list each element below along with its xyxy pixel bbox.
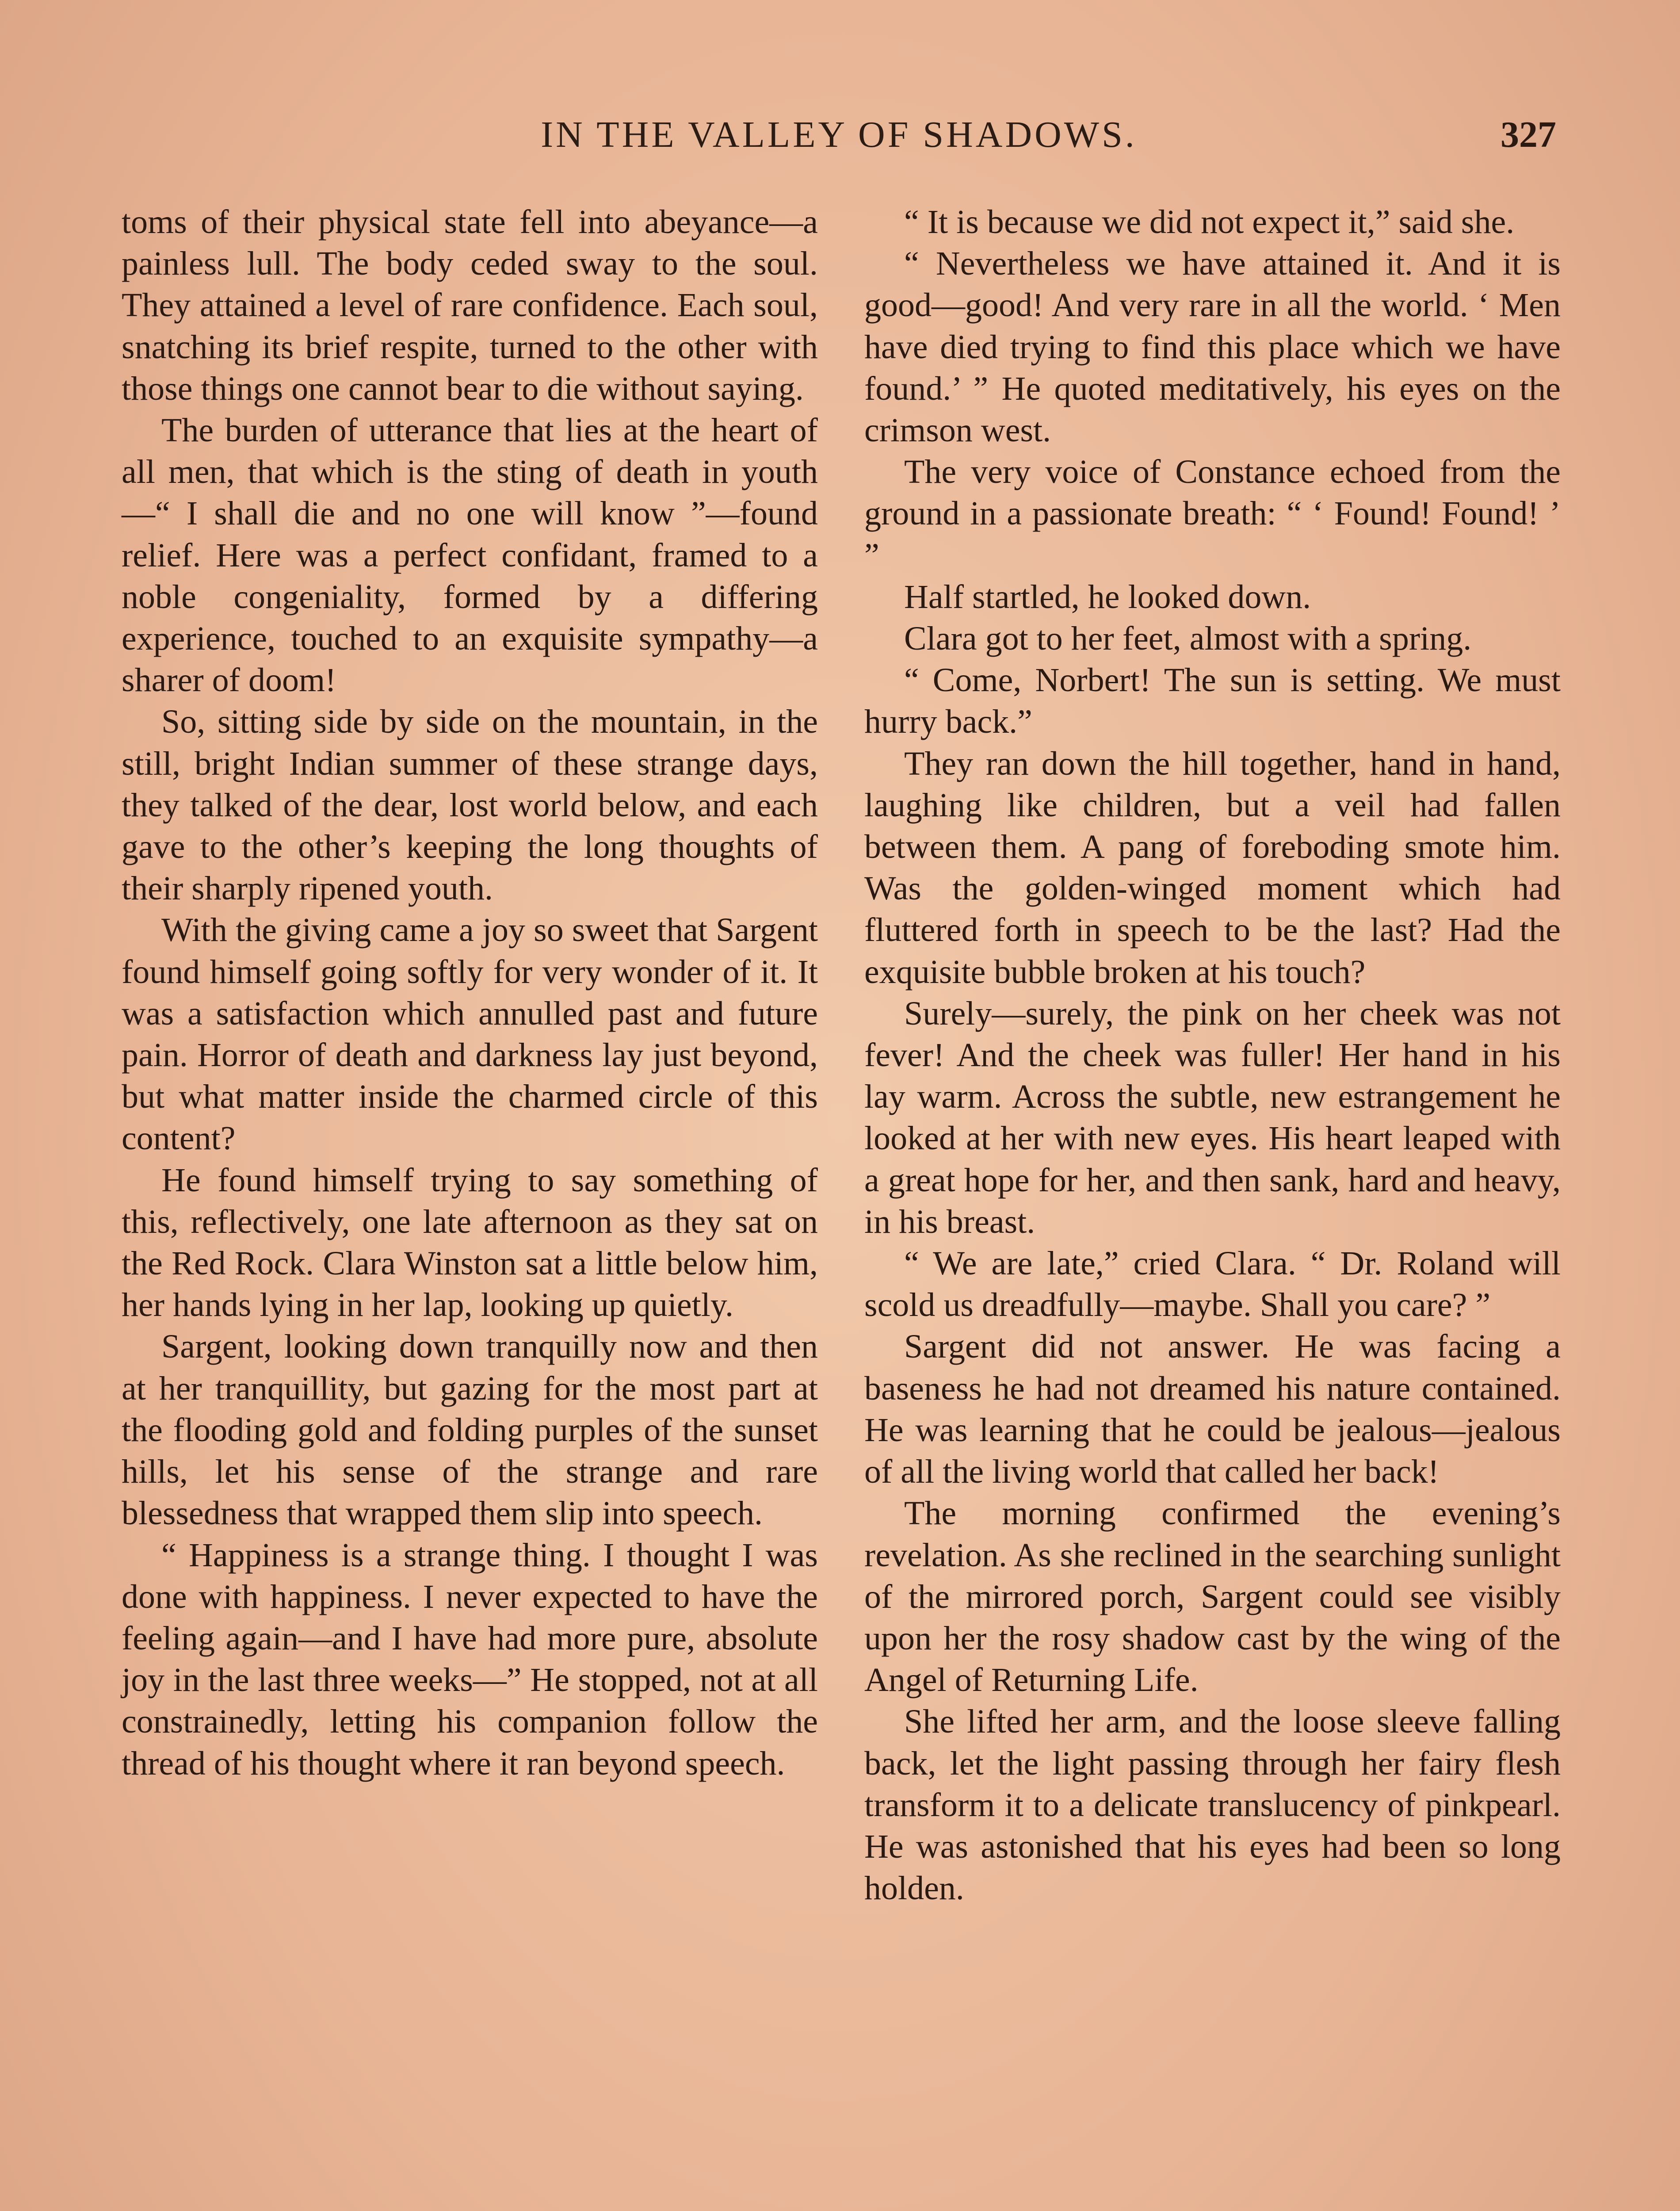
paragraph: Sargent, looking down tranquilly now and then at her tranquillity, but gazing for the most part at the flooding gold and folding purples of the sunset hills, let his sense of the strange and rare blessedness that wrapped them slip into speech. xyxy=(122,1328,818,1532)
right-column xyxy=(864,201,1561,1909)
paragraph: The burden of utterance that lies at the heart of all men, that which is the sting of death in youth—“ I shall die and no one will know ”—found relief. Here was a perfect confidant, framed to a noble congeniality, formed by a differing experience, touched to an exquisite sympathy—a sharer of doom! xyxy=(122,412,818,699)
paragraph: The very voice of Constance echoed from the ground in a passionate breath: “ ‘ Found! Found! ’ ” xyxy=(864,453,1561,574)
paragraph: With the giving came a joy so sweet that Sargent found himself going softly for very wonder of it. It was a satisfaction which annulled past and future pain. Horror of death and darkness lay just beyond, but what matter inside the charmed circle of this content? xyxy=(122,911,818,1157)
paragraph: “ Happiness is a strange thing. I thought I was done with happiness. I never expected to have the feeling again—and I have had more pure, absolute joy in the last three weeks—” He stopped, not at all constrainedly, letting his companion follow the thread of his thought where it ran beyond speech. xyxy=(122,1536,818,1782)
running-title: IN THE VALLEY OF SHADOWS. xyxy=(541,114,1137,155)
paragraph: “ It is because we did not expect it,” said she. xyxy=(904,203,1515,241)
paragraph: “ We are late,” cried Clara. “ Dr. Roland will scold us dreadfully—maybe. Shall you care? ” xyxy=(864,1245,1561,1324)
paragraph: Surely—surely, the pink on her cheek was not fever! And the cheek was fuller! Her hand in his lay warm. Across the subtle, new estrangement he looked at her with new eyes. His heart leaped with a great hope for her, and then sank, hard and heavy, in his breast. xyxy=(864,995,1561,1240)
paragraph: She lifted her arm, and the loose sleeve falling back, let the light passing through her fairy flesh transform it to a delicate translucency of pinkpearl. He was astonished that his eyes had been so long holden. xyxy=(864,1703,1561,1907)
running-head xyxy=(122,111,1556,159)
paragraph: Sargent did not answer. He was facing a baseness he had not dreamed his nature contained. He was learning that he could be jealous—jealous of all the living world that called her back! xyxy=(864,1328,1561,1491)
paragraph: toms of their physical state fell into abeyance—a painless lull. The body ceded sway to the soul. They attained a level of rare confidence. Each soul, snatching its brief respite, turned to the other with those things one cannot bear to die without saying. xyxy=(122,203,818,407)
paragraph: Clara got to her feet, almost with a spring. xyxy=(904,620,1472,658)
paragraph: “ Nevertheless we have attained it. And it is good—good! And very rare in all the world. ‘ Men have died trying to find this place which we have found.’ ” He quoted meditatively, his eyes on the crimson west. xyxy=(864,245,1561,449)
paragraph: He found himself trying to say something of this, reflectively, one late afternoon as they sat on the Red Rock. Clara Winston sat a little below him, her hands lying in her lap, looking up quietly. xyxy=(122,1161,818,1324)
paragraph: The morning confirmed the evening’s revelation. As she reclined in the searching sunlight of the mirrored porch, Sargent could see visibly upon her the rosy shadow cast by the wing of the Angel of Returning Life. xyxy=(864,1495,1561,1699)
paragraph: “ Come, Norbert! The sun is setting. We must hurry back.” xyxy=(864,662,1561,741)
paragraph: They ran down the hill together, hand in hand, laughing like children, but a veil had fallen between them. A pang of foreboding smote him. Was the golden-winged moment which had fluttered forth in speech to be the last? Had the exquisite bubble broken at his touch? xyxy=(864,745,1561,991)
paragraph: So, sitting side by side on the mountain, in the still, bright Indian summer of these strange days, they talked of the dear, lost world below, and each gave to the other’s keeping the long thoughts of their sharply ripened youth. xyxy=(122,703,818,907)
page-number: 327 xyxy=(1501,114,1556,155)
paragraph: Half startled, he looked down. xyxy=(904,578,1311,616)
left-column xyxy=(122,201,818,1784)
